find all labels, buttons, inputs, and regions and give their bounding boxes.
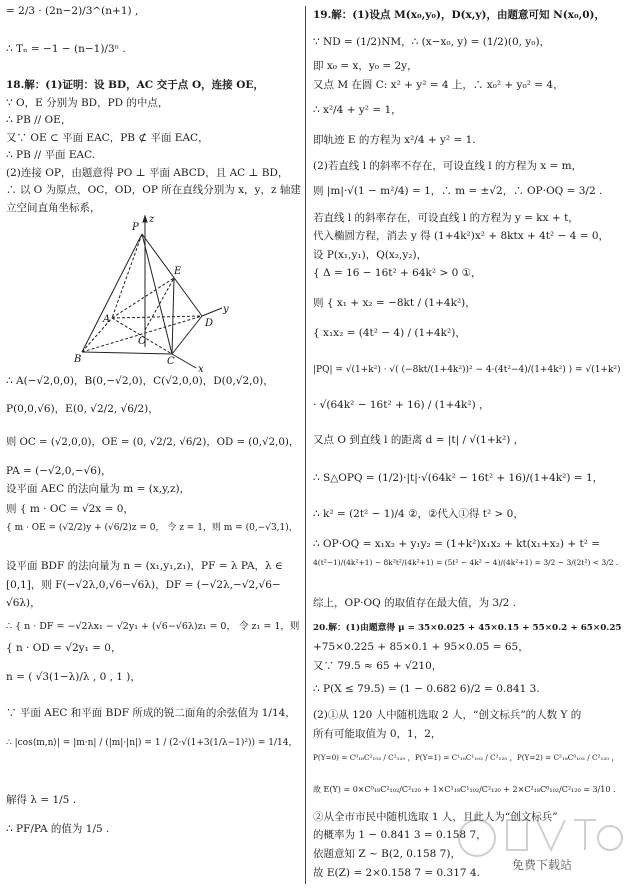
label-z: z	[149, 214, 155, 225]
label-D: D	[205, 318, 214, 329]
text-line: (2)①从 120 人中随机选取 2 人，“创文标兵”的人数 Y 的	[313, 709, 582, 721]
left-column	[6, 0, 301, 890]
text-line: √6λ)，	[6, 597, 41, 609]
text-line: 的概率为 1 − 0.841 3 = 0.158 7，	[313, 829, 487, 841]
text-line: 若直线 l 的斜率存在，可设直线 l 的方程为 y = kx + t，	[313, 212, 579, 224]
text-line: 故 E(Y) = 0×C⁰₁₈C²₁₀₂/C²₁₂₀ + 1×C¹₁₈C¹₁₀₂/C²₁₂₀ + 2×C²₁₈C⁰₁₀₂/C²₁₂₀ = 3/10 .	[313, 785, 616, 794]
text-line: 则 { x₁ + x₂ = −8kt / (1+4k²)，	[313, 297, 476, 309]
text-line: 立空间直角坐标系，	[6, 202, 101, 214]
text-line: { Δ = 16 − 16t² + 64k² > 0 ①，	[313, 267, 482, 279]
text-line: 代入椭圆方程，消去 y 得 (1+4k²)x² + 8ktx + 4t² − 4 = 0，	[313, 230, 610, 242]
text-line: (2)连接 OP，由题意得 PO ⊥ 平面 ABCD，且 AC ⊥ BD，	[6, 167, 289, 179]
label-B: B	[74, 354, 82, 365]
label-y: y	[223, 304, 229, 315]
text-line: ∴ OP·OQ = x₁x₂ + y₁y₂ = (1+k²)x₁x₂ + kt(x₁+x₂) + t² =	[313, 538, 601, 550]
text-line: PA = (−√2,0,−√6)，	[6, 465, 112, 477]
text-line: 4(t²−1)/(4k²+1) − 8k²t²/(4k²+1) = (5t² − 4k² − 4)/(4k²+1) = 3/2 − 3/(2t²) < 3/2 .	[313, 558, 619, 567]
label-O: O	[138, 336, 147, 347]
text-line: 依题意知 Z ~ B(2, 0.158 7)，	[313, 848, 461, 860]
label-A: A	[103, 314, 111, 325]
label-P: P	[132, 222, 139, 233]
text-line: |PQ| = √(1+k²) · √( (−8kt/(1+4k²))² − 4·(4t²−4)/(1+4k²) ) = √(1+k²)	[313, 365, 621, 375]
text-line: +75×0.225 + 85×0.1 + 95×0.05 = 65，	[313, 641, 529, 653]
text-line: · √(64k² − 16t² + 16) / (1+4k²) ，	[313, 399, 490, 411]
text-line: ∴ x²/4 + y² = 1，	[313, 104, 402, 116]
watermark-text: 免费下载站	[512, 858, 573, 872]
text-line: 设 P(x₁,y₁)，Q(x₂,y₂)，	[313, 249, 428, 261]
text-line: ∵ ND = (1/2)NM，∴ (x−x₀, y) = (1/2)(0, y₀)，	[313, 36, 551, 48]
text-line: n = ( √3(1−λ)/λ , 0 , 1 )，	[6, 671, 141, 683]
text-line: { x₁x₂ = (4t² − 4) / (1+4k²)，	[313, 327, 466, 339]
text-line: ∴ PB // OE，	[6, 114, 72, 126]
text-line: 又点 O 到直线 l 的距离 d = |t| / √(1+k²) ，	[313, 434, 525, 446]
text-line: P(0,0,√6)，E(0, √2/2, √6/2)，	[6, 403, 159, 415]
pyramid-diagram	[70, 212, 230, 372]
text-line: P(Y=0) = C⁰₁₈C²₁₀₂ / C²₁₂₀ ，P(Y=1) = C¹₁₈C¹₁₀₂ / C²₁₂₀ ，P(Y=2) = C²₁₈C⁰₁₀₂ / C²₁₂₀ ，	[313, 753, 619, 762]
text-line: ∴ { n · DF = −√2λx₁ − √2y₁ + (√6−√6λ)z₁ = 0， 令 z₁ = 1，则	[6, 621, 300, 632]
watermark-logo	[452, 808, 627, 890]
text-line: ②从全市市民中随机选取 1 人，且此人为“创文标兵”	[313, 811, 558, 823]
text-line: ∴ 以 O 为原点，OC，OD，OP 所在直线分别为 x，y，z 轴建	[6, 184, 301, 196]
text-line: ∴ PF/PA 的值为 1/5 .	[6, 823, 110, 835]
text-line: 设平面 AEC 的法向量为 m = (x,y,z)，	[6, 483, 191, 495]
text-line: 19.解：(1)设点 M(x₀,y₀)，D(x,y)，由题意可知 N(x₀,0)，	[313, 9, 606, 21]
text-line: = 2/3 · (2n−2)/3^(n+1) ,	[6, 5, 139, 17]
text-line: ∴ k² = (2t² − 1)/4 ②，②代入①得 t² > 0，	[313, 508, 524, 520]
text-line: ∵ O，E 分别为 BD，PD 的中点，	[6, 97, 169, 109]
text-line: ∴ PB // 平面 EAC.	[6, 149, 96, 161]
text-line: 即轨迹 E 的方程为 x²/4 + y² = 1.	[313, 134, 476, 146]
text-line: 解得 λ = 1/5 .	[6, 794, 77, 806]
text-line: 综上，OP·OQ 的取值存在最大值，为 3/2 .	[313, 597, 516, 609]
text-line: 又∵ OE ⊂ 平面 EAC，PB ⊄ 平面 EAC，	[6, 132, 209, 144]
text-line: 则 { m · OC = √2x = 0，	[6, 503, 134, 515]
text-line: ∴ S△OPQ = (1/2)·|t|·√(64k² − 16t² + 16)/(1+4k²) = 1，	[313, 472, 604, 484]
text-line: ∴ P(X ≤ 79.5) = (1 − 0.682 6)/2 = 0.841 3.	[313, 683, 540, 695]
label-C: C	[167, 356, 175, 367]
pyramid-figure	[70, 212, 230, 372]
text-line: ∴ Tₙ = −1 − (n−1)/3ⁿ .	[6, 43, 126, 55]
right-column	[313, 0, 624, 890]
text-line: 即 x₀ = x，y₀ = 2y，	[313, 60, 418, 72]
text-line: 故 E(Z) = 2×0.158 7 = 0.317 4.	[313, 867, 480, 879]
text-line: ∵ 平面 AEC 和平面 BDF 所成的锐二面角的余弦值为 1/14，	[6, 707, 296, 719]
text-line: 又点 M 在圆 C: x² + y² = 4 上，∴ x₀² + y₀² = 4，	[313, 79, 564, 91]
text-line: 设平面 BDF 的法向量为 n = (x₁,y₁,z₁)，PF = λ PA，λ ∈	[6, 560, 283, 572]
text-line: [0,1]，则 F(−√2λ,0,√6−√6λ)，DF = (−√2λ,−√2,√6−	[6, 579, 281, 591]
text-line: 18.解：(1)证明：设 BD，AC 交于点 O，连接 OE，	[6, 79, 264, 91]
text-line: { m · OE = (√2/2)y + (√6/2)z = 0， 令 z = 1，则 m = (0,−√3,1)，	[6, 523, 298, 533]
label-x: x	[198, 364, 204, 372]
label-E: E	[174, 266, 182, 277]
text-line: 又∵ 79.5 ≈ 65 + √210，	[313, 660, 443, 672]
column-divider	[305, 6, 306, 884]
text-line: ∴ |cos⟨m,n⟩| = |m·n| / (|m|·|n|) = 1 / (2·√(1+3(1/λ−1)²)) = 1/14，	[6, 738, 298, 748]
text-line: 20.解：(1)由题意得 μ = 35×0.025 + 45×0.15 + 55×0.2 + 65×0.25	[313, 623, 622, 633]
text-line: (2)若直线 l 的斜率不存在，可设直线 l 的方程为 x = m，	[313, 160, 583, 172]
text-line: 所有可能取值为 0，1，2，	[313, 728, 442, 740]
text-line: ∴ A(−√2,0,0)，B(0,−√2,0)，C(√2,0,0)，D(0,√2,0)，	[6, 375, 274, 387]
text-line: 则 OC = (√2,0,0)，OE = (0, √2/2, √6/2)，OD = (0,√2,0)，	[6, 436, 300, 448]
text-line: 则 |m|·√(1 − m²/4) = 1，∴ m = ±√2，∴ OP·OQ = 3/2 .	[313, 185, 603, 197]
text-line: { n · OD = √2y₁ = 0，	[6, 642, 122, 654]
